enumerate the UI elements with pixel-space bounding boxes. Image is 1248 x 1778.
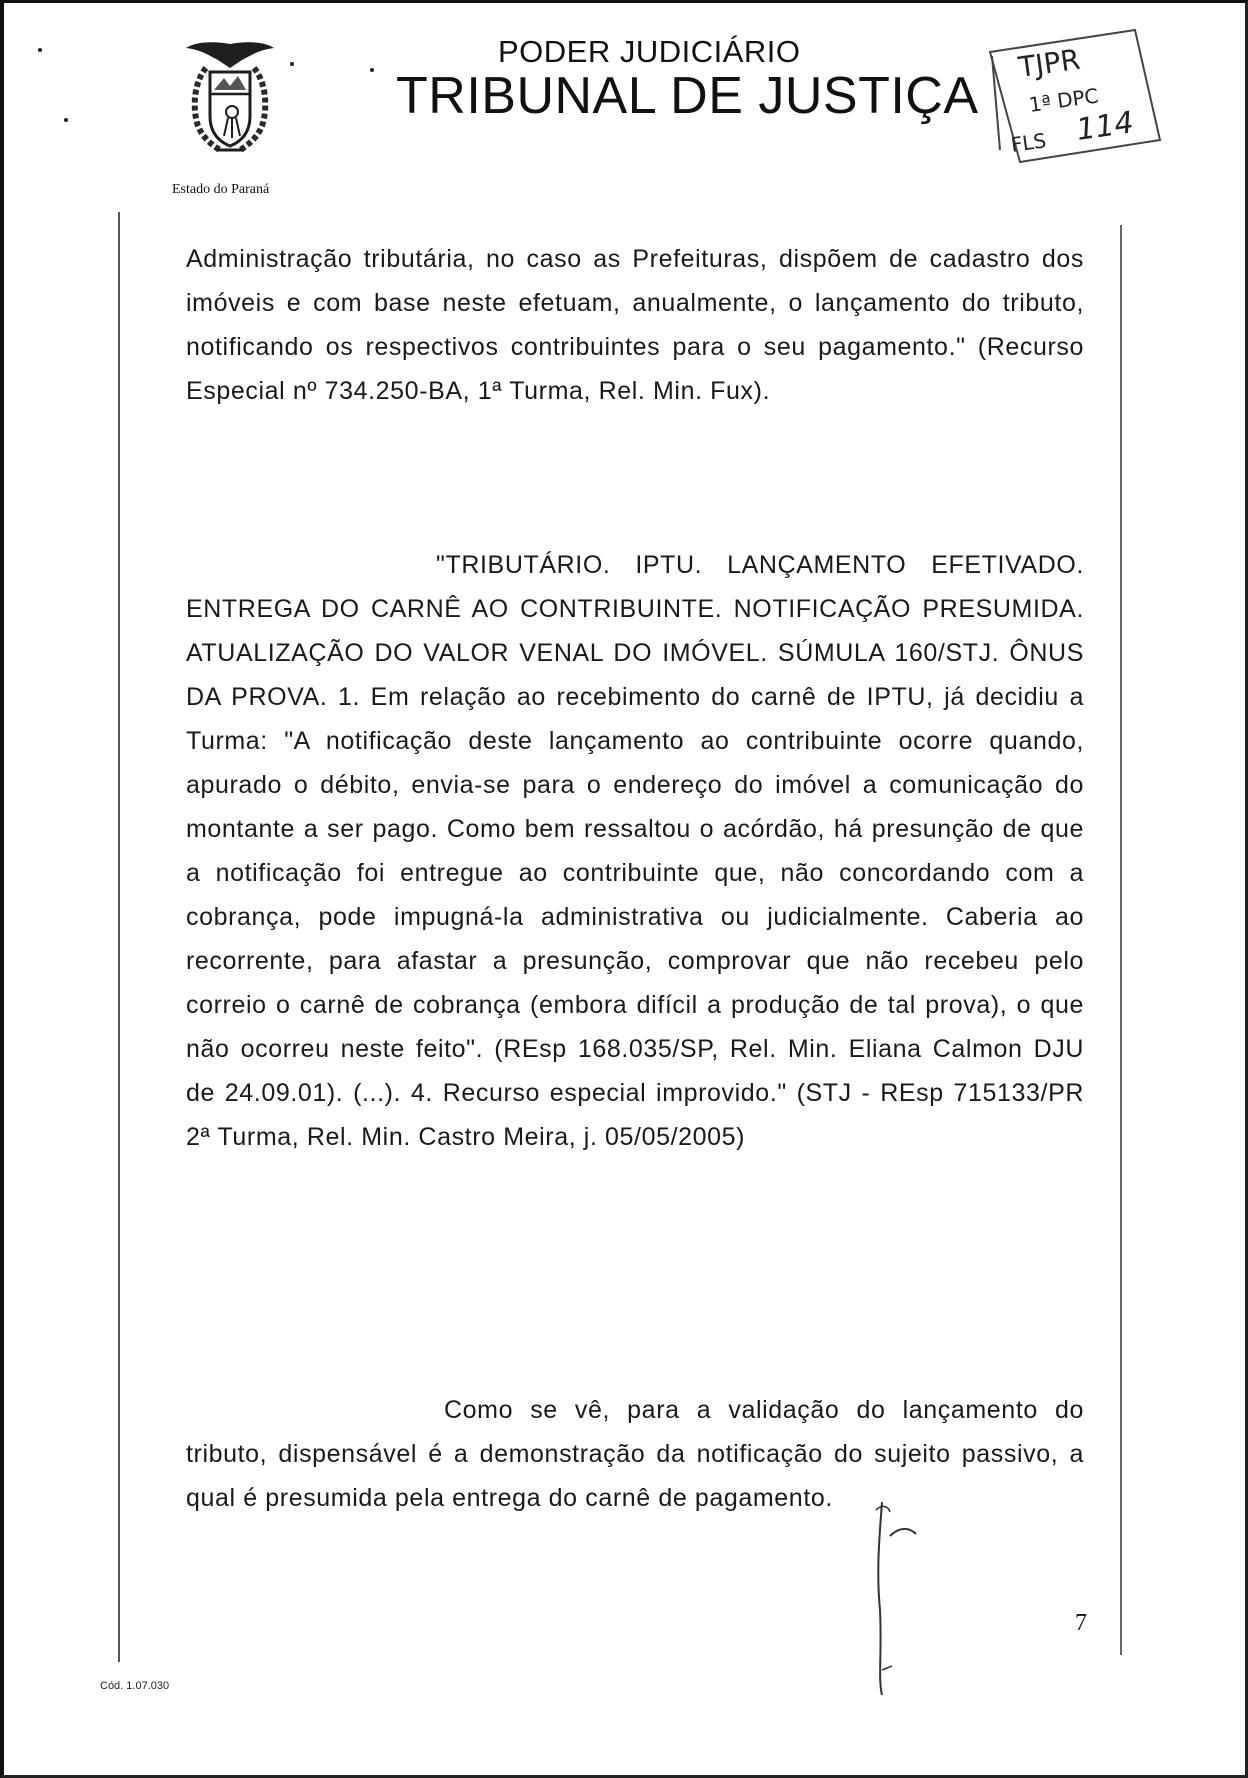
institution-name: PODER JUDICIÁRIO bbox=[498, 34, 801, 69]
paragraph-1: Administração tributária, no caso as Prefeituras, dispõem de cadastro dos imóveis e com base neste efetuam, anualmente, o lançamento do tributo, notificando os respectivos contribuintes para o seu pagamento." (Recurso Especial nº 734.250-BA, 1ª Turma, Rel. Min. Fux). bbox=[186, 245, 1084, 405]
stamp-org: TJPR bbox=[1016, 42, 1083, 84]
parana-coat-of-arms-icon bbox=[180, 38, 280, 156]
right-margin-line bbox=[1120, 225, 1122, 1655]
state-label: Estado do Paraná bbox=[172, 182, 270, 197]
scan-speck bbox=[290, 62, 294, 66]
stamp-fls: FLS bbox=[1009, 128, 1048, 157]
scan-speck bbox=[64, 118, 68, 122]
stamp-dept: 1ª DPC bbox=[1027, 83, 1100, 117]
page-number: 7 bbox=[1075, 1610, 1087, 1636]
handwritten-signature bbox=[868, 1490, 938, 1700]
court-name: TRIBUNAL DE JUSTIÇA bbox=[396, 67, 979, 125]
scan-speck bbox=[370, 68, 374, 72]
form-code: Cód. 1.07.030 bbox=[100, 1680, 170, 1692]
scan-speck bbox=[38, 48, 42, 52]
left-margin-line bbox=[118, 212, 120, 1662]
stamp-page: 114 bbox=[1074, 105, 1136, 148]
paragraph-3: Como se vê, para a validação do lançamento do tributo, dispensável é a demonstração da notificação do sujeito passivo, a qual é presumida pela entrega do carnê de pagamento. bbox=[186, 1396, 1084, 1512]
court-stamp bbox=[980, 22, 1165, 172]
paragraph-2-citation: "TRIBUTÁRIO. IPTU. LANÇAMENTO EFETIVADO. ENTREGA DO CARNÊ AO CONTRIBUINTE. NOTIFICAÇÃO PRESUMIDA. ATUALIZAÇÃO DO VALOR VENAL DO IMÓVEL. SÚMULA 160/STJ. ÔNUS DA PROVA. 1. Em relação ao recebimento do carnê de IPTU, já decidiu a Turma: "A notificação deste lançamento ao contribuinte ocorre quando, apurado o débito, envia-se para o endereço do imóvel a comunicação do montante a ser pago. Como bem ressaltou o acórdão, há presunção de que a notificação foi entregue ao contribuinte que, não concordando com a cobrança, pode impugná-la administrativa ou judicialmente. Caberia ao recorrente, para afastar a presunção, comprovar que não recebeu pelo correio o carnê de cobrança (embora difícil a produção de tal prova), o que não ocorreu neste feito". (REsp 168.035/SP, Rel. Min. Eliana Calmon DJU de 24.09.01). (...). 4. Recurso especial improvido." (STJ - REsp 715133/PR 2ª Turma, Rel. Min. Castro Meira, j. 05/05/2005) bbox=[186, 551, 1084, 1151]
